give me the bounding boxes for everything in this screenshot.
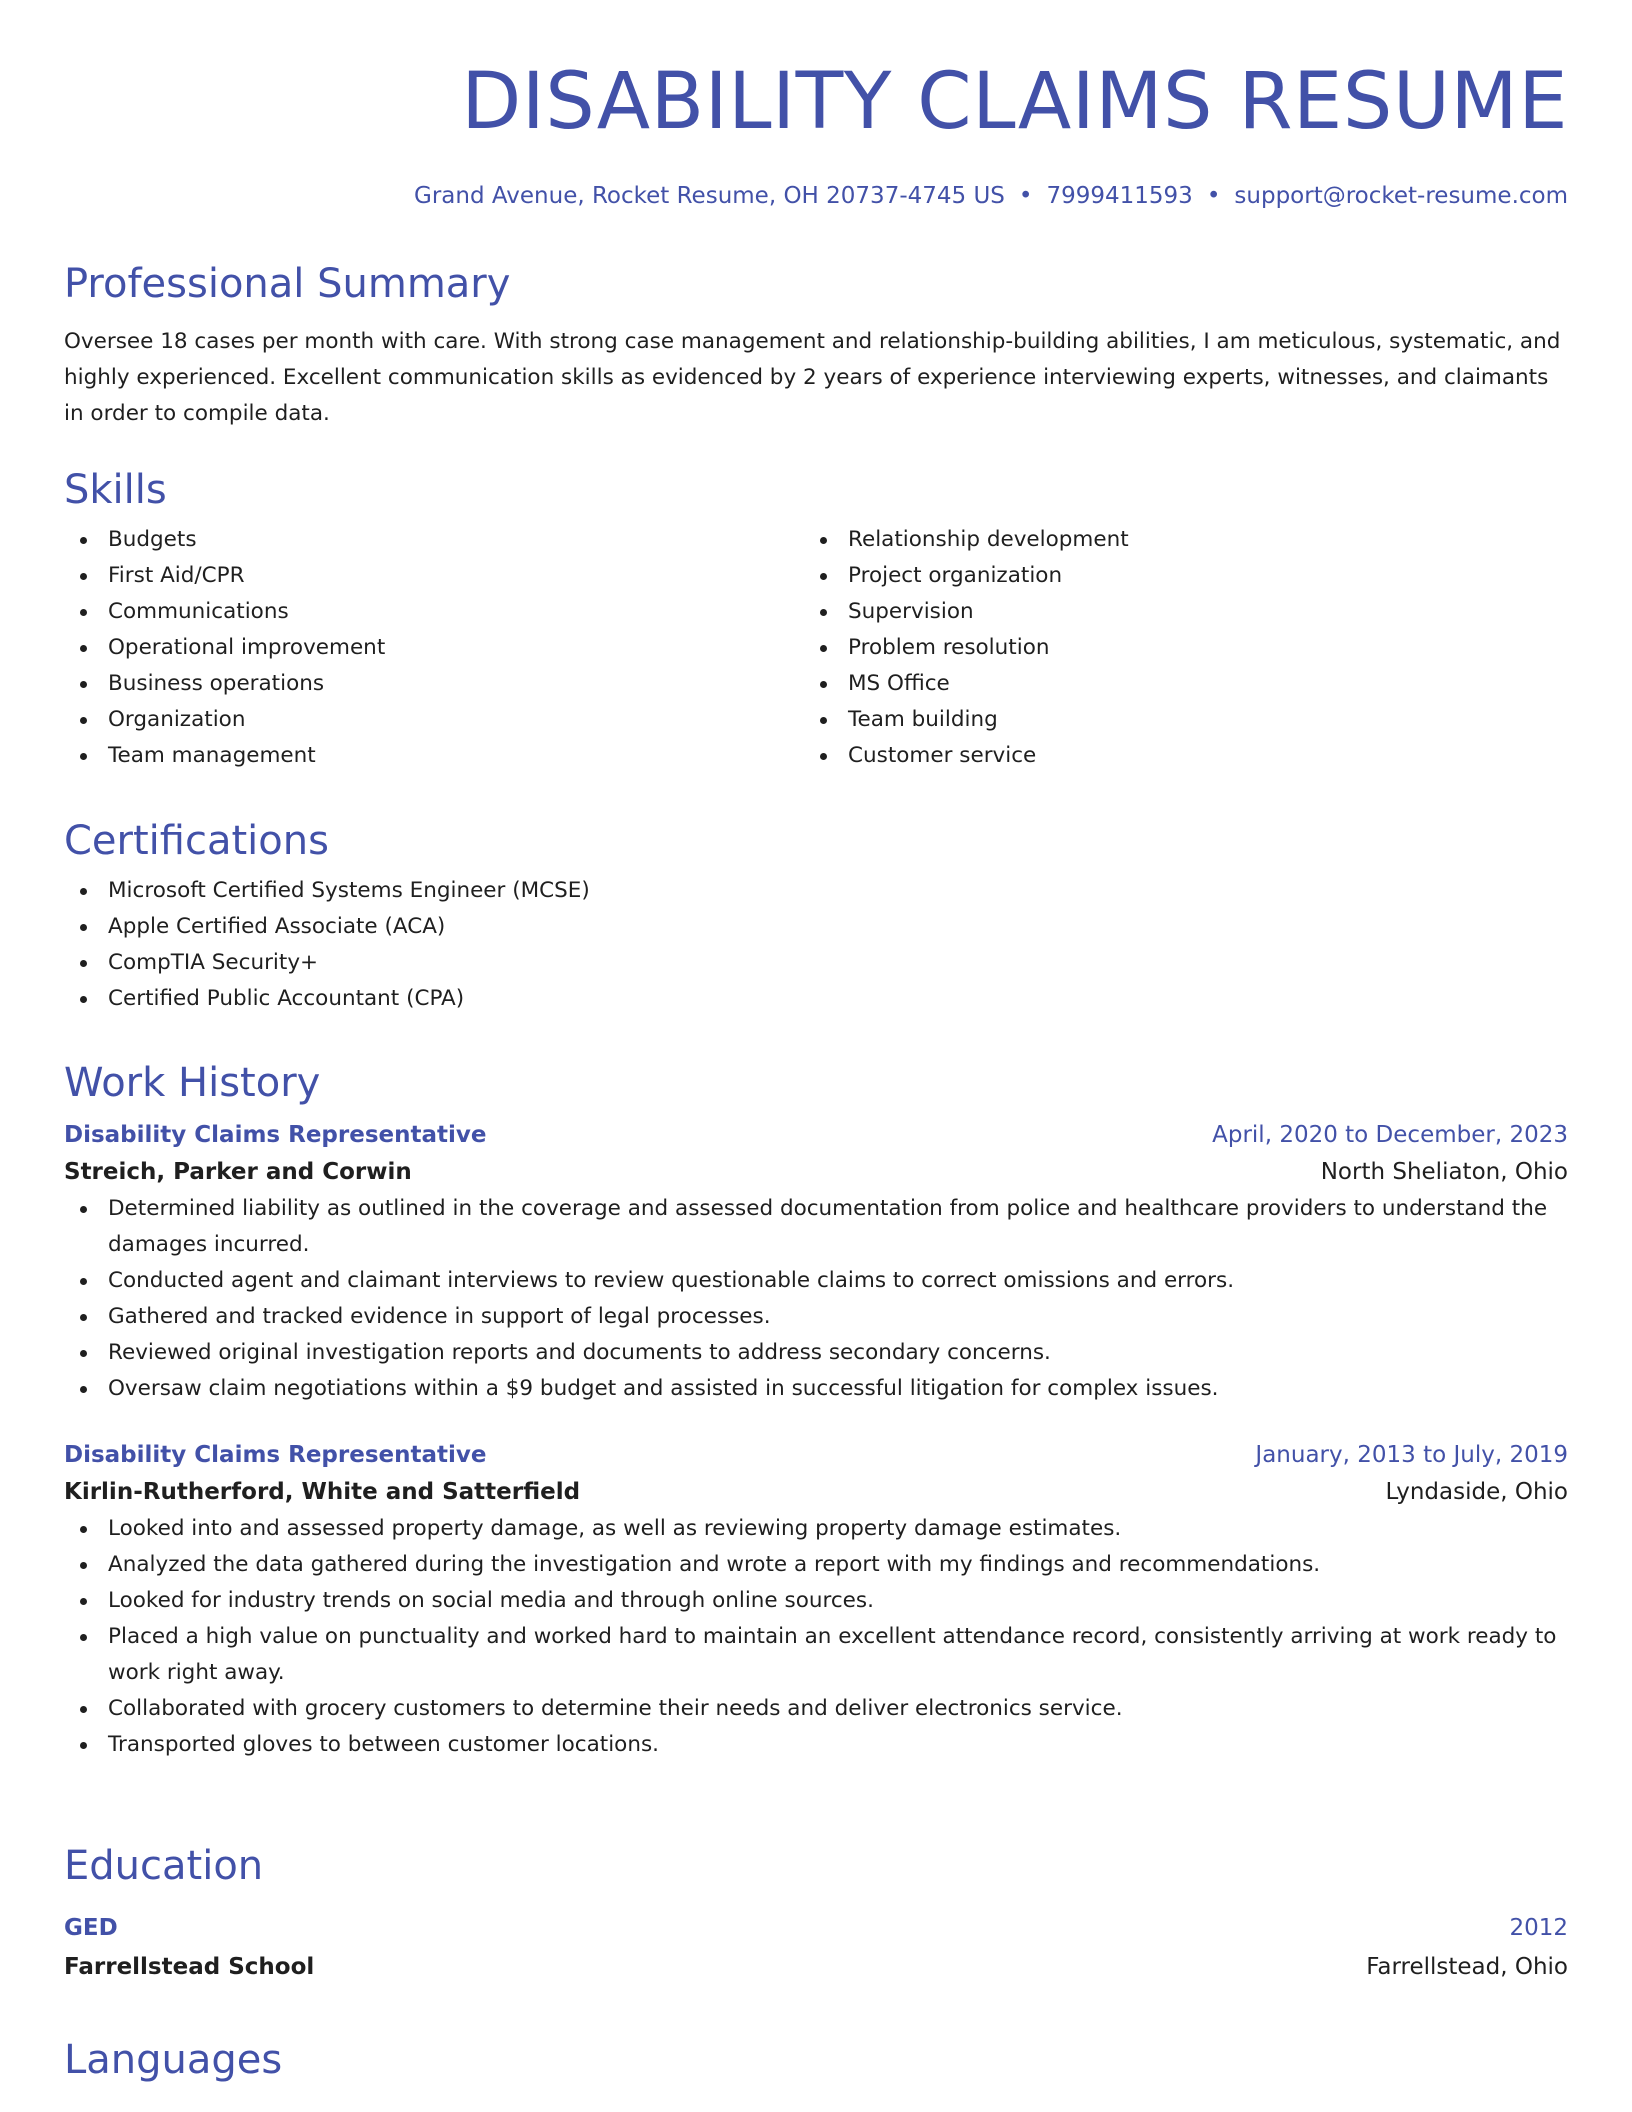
summary-section [64,258,1568,432]
certification-item: Apple Certified Associate (ACA) [64,909,1568,945]
job-header [64,1437,1568,1473]
certification-item: CompTIA Security+ [64,945,1568,981]
certification-item: Certified Public Accountant (CPA) [64,981,1568,1017]
summary-text: Oversee 18 cases per month with care. With strong case management and relationship-building abilities, I am meticulous, systematic, and highly experienced. Excellent communication skills as evidenced by 2 years of experience interviewing experts, witnesses, and claimants in order to compile data. [64,329,1561,426]
skills-list-right [804,522,1544,774]
job-bullet: Looked for industry trends on social media and through online sources. [64,1583,1568,1619]
contact-address: Grand Avenue, Rocket Resume, OH 20737-4745 US [414,183,1005,209]
certification-item: Microsoft Certified Systems Engineer (MCSE) [64,873,1568,909]
skill-item: Customer service [804,738,1544,774]
job-bullets [64,1511,1568,1763]
education-degree: GED [64,1915,118,1941]
job-bullet: Determined liability as outlined in the coverage and assessed documentation from police and healthcare providers to understand the damages incurred. [64,1191,1568,1263]
skill-item: Problem resolution [804,630,1544,666]
certifications-section [64,815,1568,1017]
skill-item: Organization [64,702,804,738]
skill-item: MS Office [804,666,1544,702]
certifications-list [64,873,1568,1017]
skill-item: Team management [64,738,804,774]
education-school: Farrellstead School [64,1954,315,1980]
education-subheader [64,1948,1568,1986]
job-company: Streich, Parker and Corwin [64,1159,412,1185]
education-header [64,1910,1568,1946]
skills-heading: Skills [64,467,167,513]
skill-item: Relationship development [804,522,1544,558]
contact-line [64,180,1568,212]
education-section [64,1840,1568,1986]
work-history-section [64,1057,1568,1763]
job-subheader [64,1153,1568,1191]
job-bullet: Looked into and assessed property damage, as well as reviewing property damage estimates. [64,1511,1568,1547]
job-bullet: Transported gloves to between customer locations. [64,1727,1568,1763]
skills-grid [64,522,1568,774]
job-bullet: Gathered and tracked evidence in support of legal processes. [64,1299,1568,1335]
contact-email: support@rocket-resume.com [1234,183,1568,209]
job-role: Disability Claims Representative [64,1442,487,1468]
skill-item: First Aid/CPR [64,558,804,594]
job-header [64,1117,1568,1153]
skill-item: Team building [804,702,1544,738]
education-location: Farrellstead, Ohio [1366,1954,1568,1980]
job-entry [64,1117,1568,1407]
job-bullet: Collaborated with grocery customers to determine their needs and deliver electronics service. [64,1691,1568,1727]
job-location: Lyndaside, Ohio [1385,1479,1568,1505]
languages-section [64,2034,1568,2086]
job-dates: January, 2013 to July, 2019 [1255,1442,1568,1468]
education-heading: Education [64,1843,264,1889]
job-dates: April, 2020 to December, 2023 [1212,1122,1568,1148]
skill-item: Project organization [804,558,1544,594]
skill-item: Operational improvement [64,630,804,666]
skill-item: Communications [64,594,804,630]
job-company: Kirlin-Rutherford, White and Satterfield [64,1479,581,1505]
job-location: North Sheliaton, Ohio [1320,1159,1568,1185]
skills-list-left [64,522,804,774]
skills-section [64,464,1568,774]
skill-item: Business operations [64,666,804,702]
languages-heading: Languages [64,2037,283,2083]
job-subheader [64,1473,1568,1511]
resume-title: DISABILITY CLAIMS RESUME [461,57,1568,147]
skill-item: Supervision [804,594,1544,630]
job-role: Disability Claims Representative [64,1122,487,1148]
certifications-heading: Certifications [64,818,329,864]
skill-item: Budgets [64,522,804,558]
work-history-heading: Work History [64,1060,321,1106]
contact-separator: • [1206,183,1221,209]
job-bullets [64,1191,1568,1407]
job-bullet: Oversaw claim negotiations within a $9 budget and assisted in successful litigation for complex issues. [64,1371,1568,1407]
job-bullet: Conducted agent and claimant interviews to review questionable claims to correct omissions and errors. [64,1263,1568,1299]
job-bullet: Analyzed the data gathered during the investigation and wrote a report with my findings and recommendations. [64,1547,1568,1583]
summary-heading: Professional Summary [64,261,511,307]
contact-separator: • [1018,183,1033,209]
job-entry [64,1437,1568,1763]
job-bullet: Reviewed original investigation reports and documents to address secondary concerns. [64,1335,1568,1371]
contact-phone: 7999411593 [1046,183,1193,209]
education-year: 2012 [1509,1915,1568,1941]
job-bullet: Placed a high value on punctuality and worked hard to maintain an excellent attendance record, consistently arriving at work ready to work right away. [64,1619,1568,1691]
